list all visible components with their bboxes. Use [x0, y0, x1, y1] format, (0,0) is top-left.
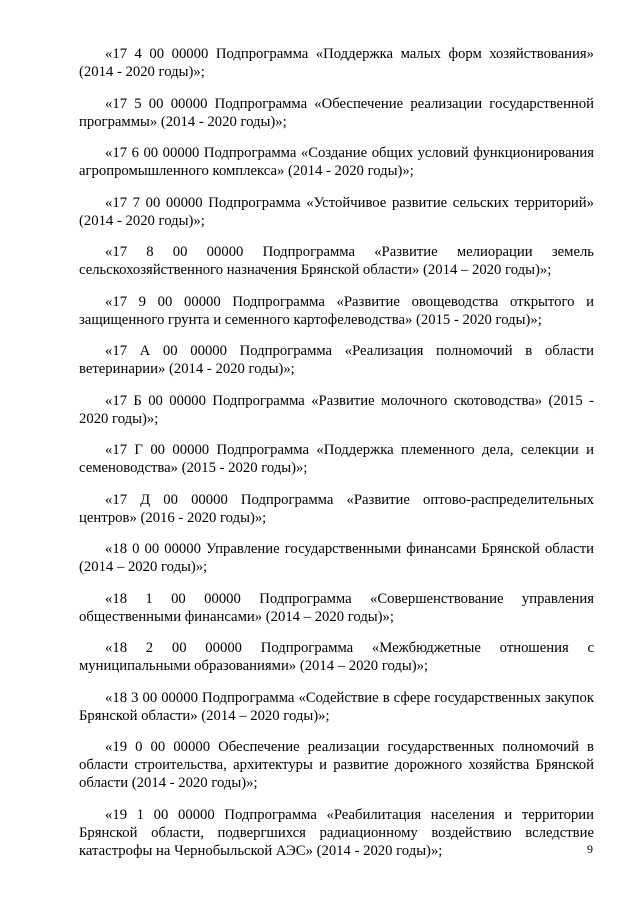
paragraph: «17 4 00 00000 Подпрограмма «Поддержка малых форм хозяйствования» (2014 - 2020 годы)»; — [79, 46, 594, 80]
paragraph: «18 2 00 00000 Подпрограмма «Межбюджетные отношения с муниципальными образованиями» (2014 – 2020 годы)»; — [79, 640, 594, 674]
paragraph: «18 1 00 00000 Подпрограмма «Совершенствование управления общественными финансами» (2014 – 2020 годы)»; — [79, 590, 594, 625]
paragraph: «17 А 00 00000 Подпрограмма «Реализация полномочий в области ветеринарии» (2014 - 2020 годы)»; — [79, 343, 594, 377]
paragraph: «17 Д 00 00000 Подпрограмма «Развитие оптово-распределительных центров» (2016 - 2020 годы)»; — [79, 491, 594, 526]
document-body — [79, 45, 594, 873]
paragraph: «17 5 00 00000 Подпрограмма «Обеспечение реализации государственной программы» (2014 - 2020 годы)»; — [79, 95, 594, 130]
paragraph: «17 8 00 00000 Подпрограмма «Развитие мелиорации земель сельскохозяйственного назначения Брянской области» (2014 – 2020 годы)»; — [79, 244, 594, 278]
paragraph: «18 3 00 00000 Подпрограмма «Содействие в сфере государственных закупок Брянской области» (2014 – 2020 годы)»; — [79, 689, 594, 724]
paragraph: «17 Г 00 00000 Подпрограмма «Поддержка племенного дела, селекции и семеноводства» (2015 - 2020 годы)»; — [79, 442, 594, 476]
paragraph: «19 1 00 00000 Подпрограмма «Реабилитация населения и территории Брянской области, подвергшихся радиационному воздействию вследствие катастрофы на Чернобыльской АЭС» (2014 - 2020 годы)»; — [79, 806, 594, 859]
paragraph: «19 0 00 00000 Обеспечение реализации государственных полномочий в области строительства, архитектуры и развитие дорожного хозяйства Брянской области (2014 - 2020 годы)»; — [79, 739, 594, 791]
paragraph: «17 9 00 00000 Подпрограмма «Развитие овощеводства открытого и защищенного грунта и семенного картофелеводства» (2015 - 2020 годы)»; — [79, 293, 594, 328]
paragraph: «18 0 00 00000 Управление государственными финансами Брянской области (2014 – 2020 годы)»; — [79, 541, 594, 575]
page-number: 9 — [587, 842, 593, 856]
paragraph: «17 7 00 00000 Подпрограмма «Устойчивое развитие сельских территорий» (2014 - 2020 годы)»; — [79, 194, 594, 229]
paragraph: «17 6 00 00000 Подпрограмма «Создание общих условий функционирования агропромышленного комплекса» (2014 - 2020 годы)»; — [79, 145, 594, 179]
paragraph: «17 Б 00 00000 Подпрограмма «Развитие молочного скотоводства» (2015 - 2020 годы)»; — [79, 392, 594, 427]
